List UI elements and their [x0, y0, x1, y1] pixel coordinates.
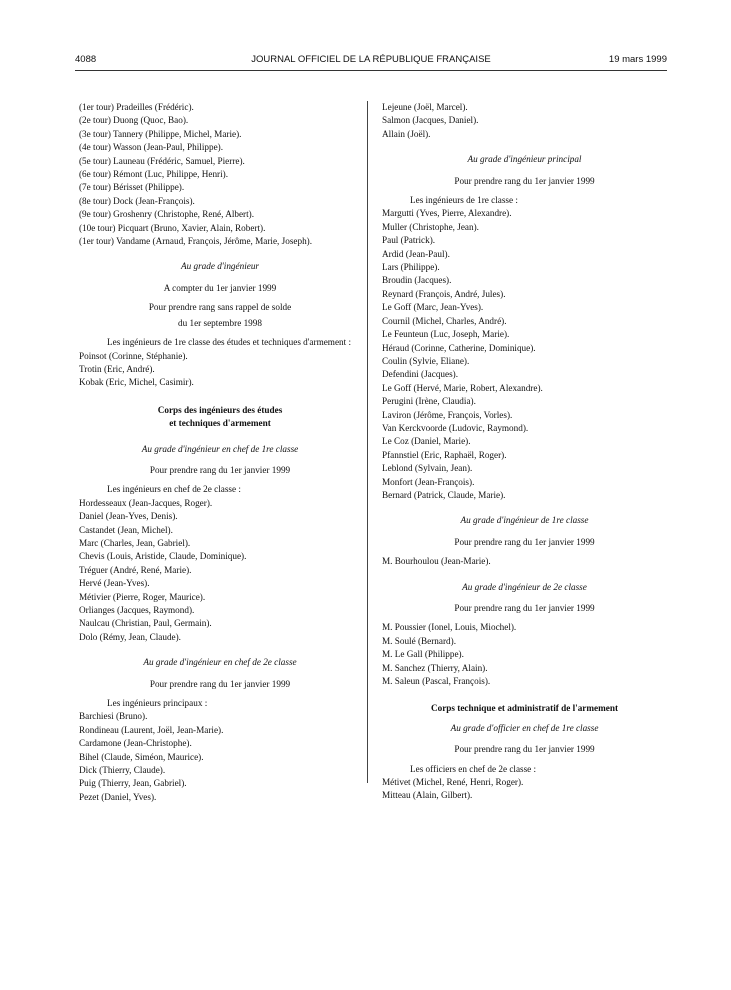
- list-item: Kobak (Eric, Michel, Casimir).: [79, 377, 194, 388]
- rank-line: Pour prendre rang du 1er janvier 1999: [454, 175, 595, 186]
- header-rule: [75, 70, 667, 71]
- list-item: Chevis (Louis, Aristide, Claude, Dominique).: [79, 551, 247, 562]
- list-item: Le Coz (Daniel, Marie).: [382, 436, 471, 447]
- list-item: Bihel (Claude, Siméon, Maurice).: [79, 751, 204, 762]
- list-item: Poinsot (Corinne, Stéphanie).: [79, 350, 188, 361]
- corps-heading: Corps des ingénieurs des études: [157, 404, 283, 415]
- corps-heading: Corps technique et administratif de l'armement: [430, 703, 619, 714]
- list-item: Castandet (Jean, Michel).: [79, 524, 173, 535]
- list-item: Paul (Patrick).: [382, 235, 436, 246]
- list-item: Lejeune (Joël, Marcel).: [382, 102, 468, 112]
- list-item: M. Bourhoulou (Jean-Marie).: [382, 556, 491, 567]
- column-divider: [367, 101, 368, 783]
- list-item: M. Sanchez (Thierry, Alain).: [382, 662, 488, 673]
- grade-heading: Au grade d'ingénieur en chef de 2e classe: [143, 657, 297, 668]
- section-intro: Les ingénieurs de 1re classe des études et techniques d'armement :: [107, 337, 352, 348]
- grade-heading: Au grade d'ingénieur principal: [467, 154, 582, 165]
- list-item: Muller (Christophe, Jean).: [382, 221, 479, 232]
- name-list: [382, 101, 667, 141]
- list-item: Puig (Thierry, Jean, Gabriel).: [79, 778, 187, 789]
- grade-heading: Au grade d'ingénieur de 2e classe: [462, 581, 587, 592]
- tour-list: [79, 101, 361, 248]
- section-intro: Les ingénieurs de 1re classe :: [410, 195, 518, 206]
- list-item: Métivier (Pierre, Roger, Maurice).: [79, 591, 206, 602]
- list-item: Laviron (Jérôme, François, Vorles).: [382, 409, 513, 420]
- list-item: Cardamone (Jean-Christophe).: [79, 738, 192, 749]
- rank-line: Pour prendre rang du 1er janvier 1999: [454, 536, 595, 547]
- list-item: Naulcau (Christian, Paul, Germain).: [79, 618, 212, 629]
- list-item: Broudin (Jacques).: [382, 275, 452, 286]
- section-intro: Les ingénieurs en chef de 2e classe :: [107, 484, 241, 495]
- section-intro: Les officiers en chef de 2e classe :: [410, 763, 537, 774]
- list-item: Ardid (Jean-Paul).: [382, 248, 450, 259]
- list-item: Lars (Philippe).: [382, 262, 440, 273]
- list-item: Margutti (Yves, Pierre, Alexandre).: [382, 208, 512, 219]
- list-item: M. Le Gall (Philippe).: [382, 649, 464, 660]
- rank-line-date: du 1er septembre 1998: [178, 317, 262, 328]
- list-item: Salmon (Jacques, Daniel).: [382, 115, 479, 126]
- list-item: Barchiesi (Bruno).: [79, 711, 148, 722]
- list-item: M. Poussier (Ionel, Louis, Miochel).: [382, 622, 517, 633]
- list-item: Le Goff (Marc, Jean-Yves).: [382, 302, 484, 313]
- rank-line: Pour prendre rang du 1er janvier 1999: [454, 603, 595, 613]
- list-item: Daniel (Jean-Yves, Denis).: [79, 511, 178, 522]
- list-item: Dick (Thierry, Claude).: [79, 765, 166, 776]
- list-item: (2e tour) Duong (Quoc, Bao).: [79, 115, 189, 126]
- list-item: Defendini (Jacques).: [382, 369, 459, 380]
- name-list: [382, 621, 667, 688]
- list-item: Dolo (Rémy, Jean, Claude).: [79, 631, 181, 642]
- grade-heading: Au grade d'ingénieur de 1re classe: [460, 515, 589, 526]
- left-column: [79, 101, 361, 804]
- list-item: Marc (Charles, Jean, Gabriel).: [79, 537, 191, 548]
- list-item: Leblond (Sylvain, Jean).: [382, 463, 473, 474]
- list-item: (1er tour) Pradeilles (Frédéric).: [79, 102, 194, 112]
- list-item: Héraud (Corinne, Catherine, Dominique).: [382, 342, 536, 353]
- list-item: Orlianges (Jacques, Raymond).: [79, 605, 195, 615]
- list-item: (4e tour) Wasson (Jean-Paul, Philippe).: [79, 142, 224, 153]
- list-item: (6e tour) Rémont (Luc, Philippe, Henri).: [79, 169, 229, 180]
- list-item: Bernard (Patrick, Claude, Marie).: [382, 489, 506, 500]
- name-list: [79, 350, 361, 390]
- list-item: Rondineau (Laurent, Joël, Jean-Marie).: [79, 724, 224, 735]
- corps-heading-line2: et techniques d'armement: [169, 418, 271, 429]
- page-number: 4088: [75, 54, 97, 65]
- list-item: (8e tour) Dock (Jean-François).: [79, 195, 195, 206]
- list-item: Le Goff (Hervé, Marie, Robert, Alexandre).: [382, 382, 543, 393]
- list-item: M. Soulé (Bernard).: [382, 635, 456, 646]
- journal-title: JOURNAL OFFICIEL DE LA RÉPUBLIQUE FRANÇAISE: [251, 54, 491, 65]
- list-item: (5e tour) Launeau (Frédéric, Samuel, Pierre).: [79, 155, 245, 166]
- list-item: (1er tour) Vandame (Arnaud, François, Jérôme, Marie, Joseph).: [79, 236, 313, 247]
- name-list: [382, 555, 667, 568]
- grade-heading: Au grade d'officier en chef de 1re classe: [450, 722, 599, 733]
- list-item: Pfannstiel (Eric, Raphaël, Roger).: [382, 449, 507, 460]
- rank-line: Pour prendre rang sans rappel de solde: [148, 302, 292, 313]
- list-item: Allain (Joël).: [382, 128, 431, 139]
- rank-line: Pour prendre rang du 1er janvier 1999: [149, 464, 291, 475]
- list-item: (9e tour) Groshenry (Christophe, René, Albert).: [79, 209, 255, 220]
- list-item: Hordesseaux (Jean-Jacques, Roger).: [79, 497, 213, 508]
- name-list: [382, 207, 667, 502]
- section-intro: Les ingénieurs principaux :: [107, 698, 208, 709]
- list-item: Mitteau (Alain, Gilbert).: [382, 790, 473, 801]
- name-list: [382, 776, 667, 803]
- list-item: Le Feunteun (Luc, Joseph, Marie).: [382, 329, 510, 340]
- name-list: [79, 497, 361, 644]
- list-item: (3e tour) Tannery (Philippe, Michel, Marie).: [79, 128, 242, 139]
- list-item: Monfort (Jean-François).: [382, 476, 475, 487]
- list-item: Van Kerckvoorde (Ludovic, Raymond).: [382, 422, 529, 433]
- grade-heading: Au grade d'ingénieur en chef de 1re classe: [141, 443, 299, 454]
- issue-date: 19 mars 1999: [608, 54, 667, 65]
- list-item: Perugini (Irène, Claudia).: [382, 396, 476, 407]
- list-item: M. Saleun (Pascal, François).: [382, 676, 491, 687]
- grade-heading: Au grade d'ingénieur: [180, 261, 259, 272]
- page-header: [75, 54, 667, 68]
- rank-line: Pour prendre rang du 1er janvier 1999: [149, 678, 291, 689]
- list-item: Pezet (Daniel, Yves).: [79, 791, 157, 802]
- list-item: Trotin (Eric, André).: [79, 363, 155, 374]
- rank-line: Pour prendre rang du 1er janvier 1999: [454, 744, 595, 755]
- list-item: Cournil (Michel, Charles, André).: [382, 315, 507, 326]
- name-list: [79, 710, 361, 804]
- list-item: Métivet (Michel, René, Henri, Roger).: [382, 777, 524, 788]
- list-item: Coulin (Sylvie, Eliane).: [382, 355, 470, 366]
- right-column: [382, 101, 667, 803]
- list-item: (7e tour) Bérisset (Philippe).: [79, 182, 185, 193]
- list-item: (10e tour) Picquart (Bruno, Xavier, Alain, Robert).: [79, 222, 266, 233]
- effective-date: A compter du 1er janvier 1999: [163, 282, 277, 293]
- list-item: Reynard (François, André, Jules).: [382, 288, 506, 299]
- list-item: Hervé (Jean-Yves).: [79, 578, 150, 589]
- list-item: Tréguer (André, René, Marie).: [79, 564, 192, 575]
